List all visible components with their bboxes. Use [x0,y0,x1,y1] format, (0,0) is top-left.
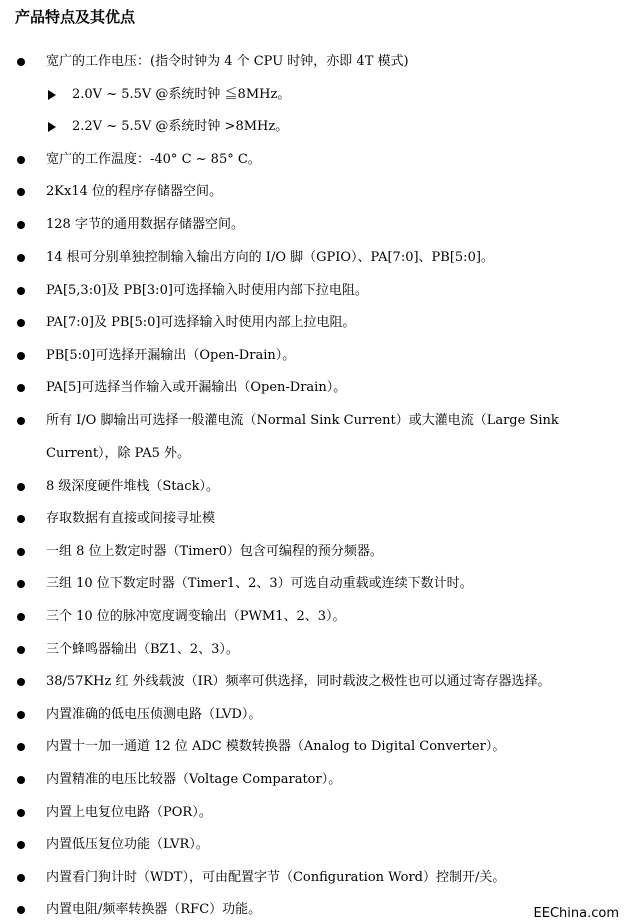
bullet-icon [17,711,25,719]
bullet-icon [17,548,25,556]
watermark: EEChina.com [533,906,619,921]
bullet-icon [17,809,25,817]
bullet-icon [17,352,25,360]
bullet-icon [17,319,25,327]
bullet-icon [17,384,25,392]
bullet-icon [17,58,25,66]
bullet-icon [17,776,25,784]
page-title: 产品特点及其优点 [15,8,136,26]
bullet-icon [17,906,25,914]
bullet-icon [17,646,25,654]
bullet-icon [17,417,25,425]
arrow-bullet-icon [48,122,56,132]
bullet-icon [17,874,25,882]
arrow-bullet-icon [48,90,56,100]
bullet-icon [17,580,25,588]
bullet-icon [17,483,25,491]
bullet-icon [17,515,25,523]
bullet-icon [17,678,25,686]
bullet-icon [17,156,25,164]
bullet-icon [17,254,25,262]
bullet-icon [17,841,25,849]
bullet-icon [17,188,25,196]
bullet-icon [17,221,25,229]
bullet-icon [17,613,25,621]
bullet-icon [17,287,25,295]
bullet-icon [17,743,25,751]
